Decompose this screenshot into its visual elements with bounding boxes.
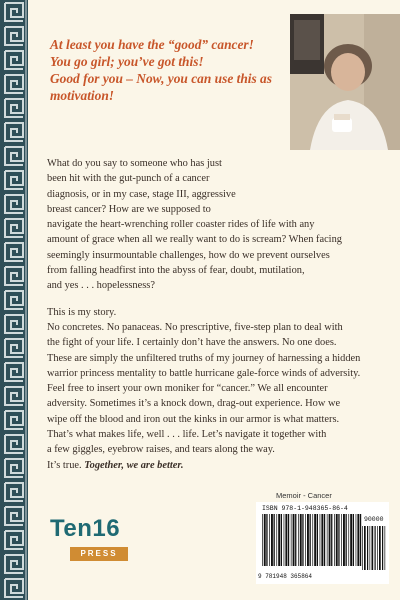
text-line: from falling headfirst into the abyss of fear, doubt, mutilation, <box>47 265 305 277</box>
price-code: 90000 <box>364 516 384 523</box>
text-line: These are simply the unfiltered truths of my journey of harnessing a hidden <box>47 352 361 364</box>
text-line: a few giggles, eyebrow raises, and tears along the way. <box>47 444 275 456</box>
text-line: seemingly insurmountable challenges, how do we prevent ourselves <box>47 249 330 261</box>
text-line: wipe off the blood and iron out the kinks in our armor is what matters. <box>47 413 340 425</box>
publisher-logo <box>50 515 160 563</box>
cover-content <box>28 0 400 600</box>
author-photo <box>290 14 400 150</box>
text-line: and yes . . . hopelessness? <box>47 280 155 292</box>
quote-2: You go girl; you’ve got this! <box>50 54 204 69</box>
text-line: breast cancer? How are we supposed to <box>47 203 211 215</box>
isbn-text: ISBN 978-1-948365-86-4 <box>262 505 348 512</box>
text-line: This is my story. <box>47 306 117 318</box>
barcode-digits: 9 781948 365864 <box>258 573 313 580</box>
text-line: diagnosis, or in my case, stage III, aggressive <box>47 188 236 200</box>
text-line: adversity. Sometimes it’s a knock down, drag-out experience. How we <box>47 398 341 410</box>
quote-1: At least you have the “good” cancer! <box>50 37 254 52</box>
text-line: What do you say to someone who has just <box>47 158 222 169</box>
text-line: That’s what makes life, well . . . life. Let’s navigate it together with <box>47 429 327 441</box>
text-line: amount of grace when all we really want to do is scream? When facing <box>47 234 342 246</box>
barcode-block <box>256 502 389 584</box>
text-line: Feel free to insert your own moniker for “cancer.” We all encounter <box>47 383 328 395</box>
addon-barcode-bars <box>362 526 386 570</box>
blurb-paragraph-1 <box>47 156 392 294</box>
pull-quotes <box>50 36 290 104</box>
blurb-paragraph-2 <box>47 305 392 473</box>
closing-line <box>47 458 392 473</box>
closing-lead: It’s true. <box>47 459 85 471</box>
quote-3: Good for you – Now, you can use this as motivation! <box>50 71 272 103</box>
text-line: navigate the heart-wrenching roller coaster rides of life with any <box>47 219 315 231</box>
publisher-name: Ten16 <box>50 515 121 542</box>
text-line: been hit with the gut-punch of a cancer <box>47 173 210 185</box>
barcode-bars <box>262 514 362 566</box>
blurb <box>47 156 392 484</box>
greek-key-border <box>0 0 28 600</box>
greek-key-pattern <box>0 0 28 600</box>
publisher-press-badge: PRESS <box>70 547 128 561</box>
text-line: No concretes. No panaceas. No prescriptive, five-step plan to deal with <box>47 321 343 333</box>
text-line: warrior princess mentality to battle hurricane gale-force winds of adversity. <box>47 367 361 379</box>
closing-emphasis: Together, we are better. <box>84 459 184 471</box>
text-line: the fight of your life. I certainly don’t have the answers. No one does. <box>47 337 337 349</box>
genre-label: Memoir - Cancer <box>276 491 332 500</box>
